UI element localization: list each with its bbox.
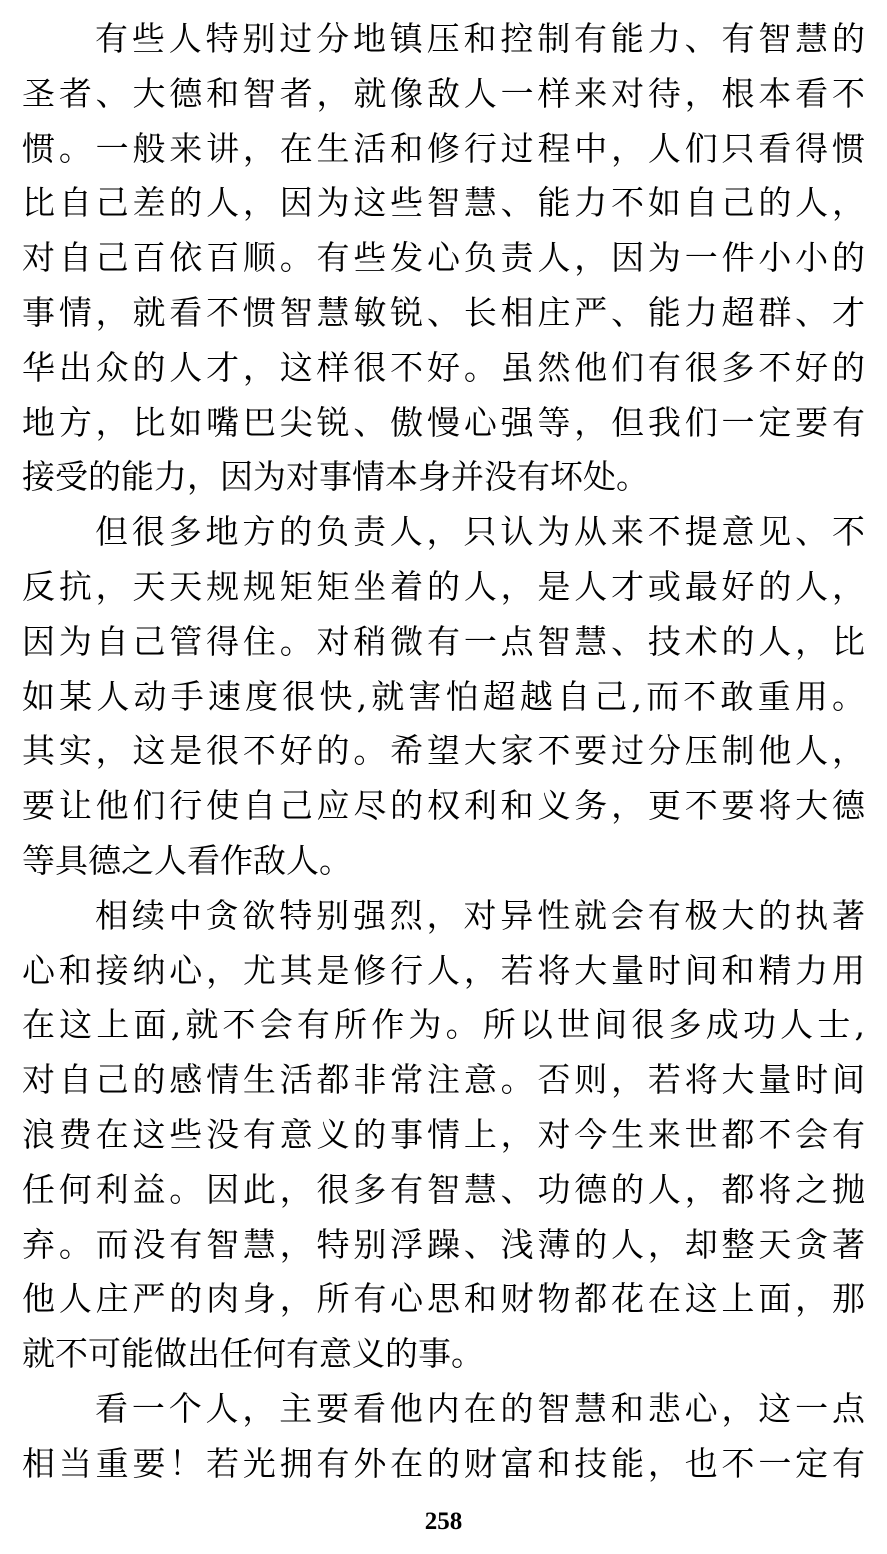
text-line: 接受的能力，因为对事情本身并没有坏处。: [22, 457, 649, 497]
text-line: 要让他们行使自己应尽的权利和义务，更不要将大德: [22, 786, 865, 826]
paragraph: [22, 505, 865, 889]
text-line: 因为自己管得住。对稍微有一点智慧、技术的人，比: [22, 621, 865, 661]
text-line: 地方，比如嘴巴尖锐、傲慢心强等，但我们一定要有: [22, 402, 865, 442]
text-line: 相续中贪欲特别强烈，对异性就会有极大的执著: [95, 895, 865, 935]
text-line: 就不可能做出任何有意义的事。: [22, 1334, 484, 1374]
text-line: 相当重要！若光拥有外在的财富和技能，也不一定有: [22, 1443, 865, 1483]
paragraph: [22, 1382, 865, 1492]
text-line: 对自己的感情生活都非常注意。否则，若将大量时间: [22, 1060, 865, 1100]
text-line: 但很多地方的负责人，只认为从来不提意见、不: [95, 512, 865, 552]
text-line: 他人庄严的肉身，所有心思和财物都花在这上面，那: [22, 1279, 865, 1319]
text-line: 事情，就看不惯智慧敏锐、长相庄严、能力超群、才: [22, 292, 865, 332]
text-line: 看一个人，主要看他内在的智慧和悲心，这一点: [95, 1388, 865, 1428]
paragraph: [22, 889, 865, 1382]
text-line: 在这上面,就不会有所作为。所以世间很多成功人士,: [22, 1005, 865, 1045]
text-line: 有些人特别过分地镇压和控制有能力、有智慧的: [95, 19, 865, 58]
page-number: 258: [424, 1508, 463, 1535]
text-line: 惯。一般来讲，在生活和修行过程中，人们只看得惯: [22, 128, 865, 168]
text-line: 比自己差的人，因为这些智慧、能力不如自己的人，: [22, 183, 865, 223]
text-line: 对自己百依百顺。有些发心负责人，因为一件小小的: [22, 238, 865, 278]
text-line: 等具德之人看作敌人。: [22, 840, 352, 880]
text-line: 如某人动手速度很快,就害怕超越自己,而不敢重用。: [22, 676, 865, 716]
body-text: [22, 12, 865, 1492]
text-line: 其实，这是很不好的。希望大家不要过分压制他人，: [22, 731, 865, 771]
text-line: 圣者、大德和智者，就像敌人一样来对待，根本看不: [22, 73, 865, 113]
text-line: 心和接纳心，尤其是修行人，若将大量时间和精力用: [22, 950, 865, 990]
text-line: 弃。而没有智慧，特别浮躁、浅薄的人，却整天贪著: [22, 1224, 865, 1264]
text-line: 华出众的人才，这样很不好。虽然他们有很多不好的: [22, 347, 865, 387]
text-line: 反抗，天天规规矩矩坐着的人，是人才或最好的人，: [22, 566, 865, 606]
text-line: 浪费在这些没有意义的事情上，对今生来世都不会有: [22, 1114, 865, 1154]
paragraph: [22, 12, 865, 505]
text-line: 任何利益。因此，很多有智慧、功德的人，都将之抛: [22, 1169, 865, 1209]
